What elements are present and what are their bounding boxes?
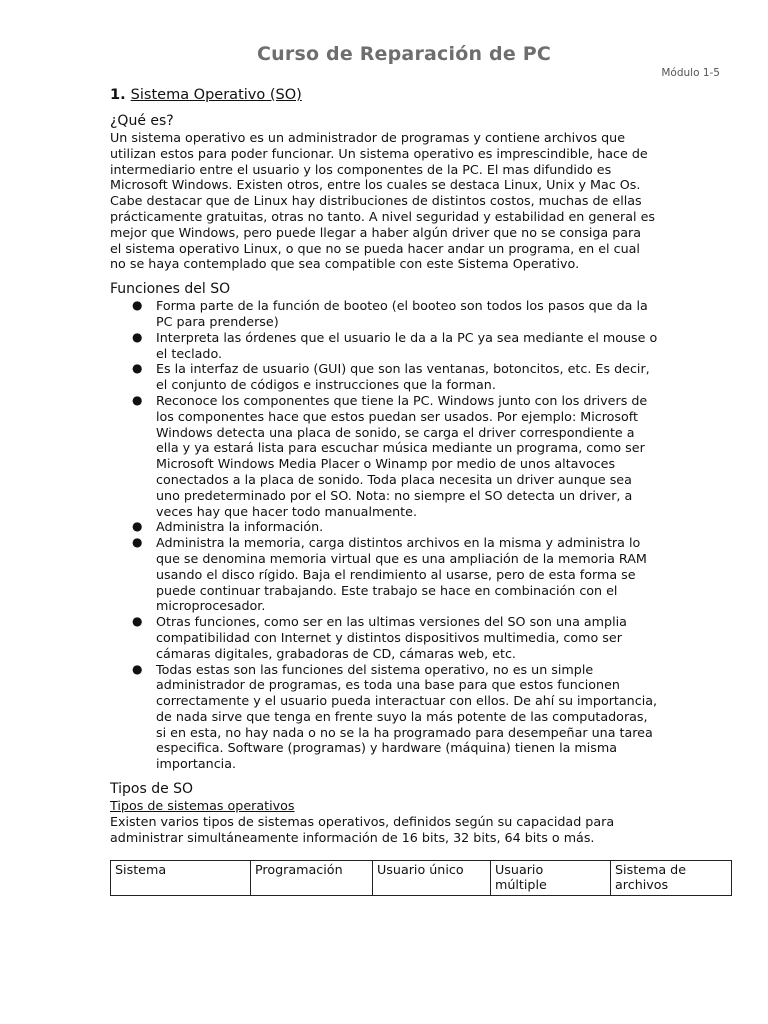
bullet-icon: ● [132, 535, 143, 550]
list-item-text: Administra la memoria, carga distintos archivos en la misma y administra lo que se denomina memoria virtual que es una ampliación de la memoria RAM usando el disco rígido. Baja el rendimiento al usarse, pero de esta forma se puede continuar trabajando. Este trabajo se hace en combinación con el microprocesador. [156, 535, 647, 614]
list-item-text: Reconoce los componentes que tiene la PC. Windows junto con los drivers de los componentes hace que estos puedan ser usados. Por ejemplo: Microsoft Windows detecta una placa de sonido, se carga el driver correspondiente a ella y ya estará lista para escuchar música mediante un programa, como ser Microsoft Windows Media Placer o Winamp por medio de unos altavoces conectados a la placa de sonido. Toda placa necesita un driver aunque sea uno predeterminado por el SO. Nota: no siempre el SO detecta un driver, a veces hay que hacer todo manualmente. [156, 392, 648, 519]
list-item [132, 535, 728, 614]
list-item-text: Otras funciones, como ser en las ultimas versiones del SO son una amplia compatibilidad con Internet y distintos dispositivos multimedia, como ser cámaras digitales, grabadoras de CD, cámaras web, etc. [156, 614, 627, 661]
tipos-paragraph: Existen varios tipos de sistemas operativos, definidos según su capacidad para administrar simultáneamente información de 16 bits, 32 bits, 64 bits o más. [110, 814, 615, 845]
list-item [132, 329, 728, 362]
tipos-heading: Tipos de SO [110, 781, 194, 798]
list-item [132, 298, 728, 330]
table-cell-usuario-unico: Usuario único [373, 860, 491, 895]
section-heading [110, 84, 728, 106]
list-item-text: Interpreta las órdenes que el usuario le da a la PC ya sea mediante el mouse o el teclado. [156, 329, 658, 361]
table-cell-sistema-archivos: Sistema de archivos [611, 860, 732, 895]
table-cell-sistema: Sistema [111, 860, 251, 895]
bullet-icon: ● [132, 329, 143, 344]
list-item [132, 519, 728, 535]
tipos-subheading: Tipos de sistemas operativos [110, 798, 295, 814]
funciones-list [110, 298, 728, 772]
list-item-text: Forma parte de la función de booteo (el booteo son todos los pasos que da la PC para prenderse) [156, 298, 648, 329]
section-number: 1. [110, 87, 126, 103]
table-row [111, 860, 732, 895]
list-item-text: Todas estas son las funciones del sistema operativo, no es un simple administrador de programas, es toda una base para que estos funcionen correctamente y el usuario pueda interactuar con ellos. De ahí su importancia, de nada sirve que tenga en frente suyo la más potente de las computadoras, si en esta, no hay nada o no se la ha programado para desempeñar una tarea especifica. Software (programas) y hardware (máquina) tienen la misma importancia. [156, 661, 658, 772]
document-title: Curso de Reparación de PC [257, 43, 551, 65]
section-title: Sistema Operativo (SO) [130, 87, 302, 103]
module-label: Módulo 1-5 [661, 67, 720, 79]
bullet-icon: ● [132, 361, 143, 376]
table-cell-programacion: Programación [251, 860, 373, 895]
table-cell-usuario-multiple: Usuario múltiple [491, 860, 611, 895]
bullet-icon: ● [132, 519, 143, 534]
bullet-icon: ● [132, 661, 143, 676]
list-item [132, 392, 728, 519]
que-es-paragraph: Un sistema operativo es un administrador de programas y contiene archivos que utilizan estos para poder funcionar. Un sistema operativo es imprescindible, hace de intermediario entre el usuario y los componentes de la PC. El mas difundido es Microsoft Windows. Existen otros, entre los cuales se destaca Linux, Unix y Mac Os. Cabe destacar que de Linux hay distribuciones de distintos costos, muchas de ellas prácticamente gratuitas, otras no tanto. A nivel seguridad y estabilidad en general es mejor que Windows, pero puede llegar a haber algún driver que no se consiga para el sistema operativo Linux, o que no se pueda hacer andar un programa, en el cual no se haya contemplado que sea compatible con este Sistema Operativo. [110, 130, 655, 272]
bullet-icon: ● [132, 614, 143, 629]
list-item-text: Administra la información. [156, 519, 324, 535]
list-item [132, 361, 728, 393]
bullet-icon: ● [132, 298, 143, 313]
funciones-heading: Funciones del SO [110, 281, 231, 298]
tipos-table [110, 860, 732, 896]
que-es-heading: ¿Qué es? [110, 113, 174, 129]
list-item-text: Es la interfaz de usuario (GUI) que son las ventanas, botoncitos, etc. Es decir, el conjunto de códigos e instrucciones que la forman. [156, 361, 650, 393]
list-item [132, 661, 728, 773]
bullet-icon: ● [132, 392, 143, 407]
list-item [132, 614, 728, 661]
